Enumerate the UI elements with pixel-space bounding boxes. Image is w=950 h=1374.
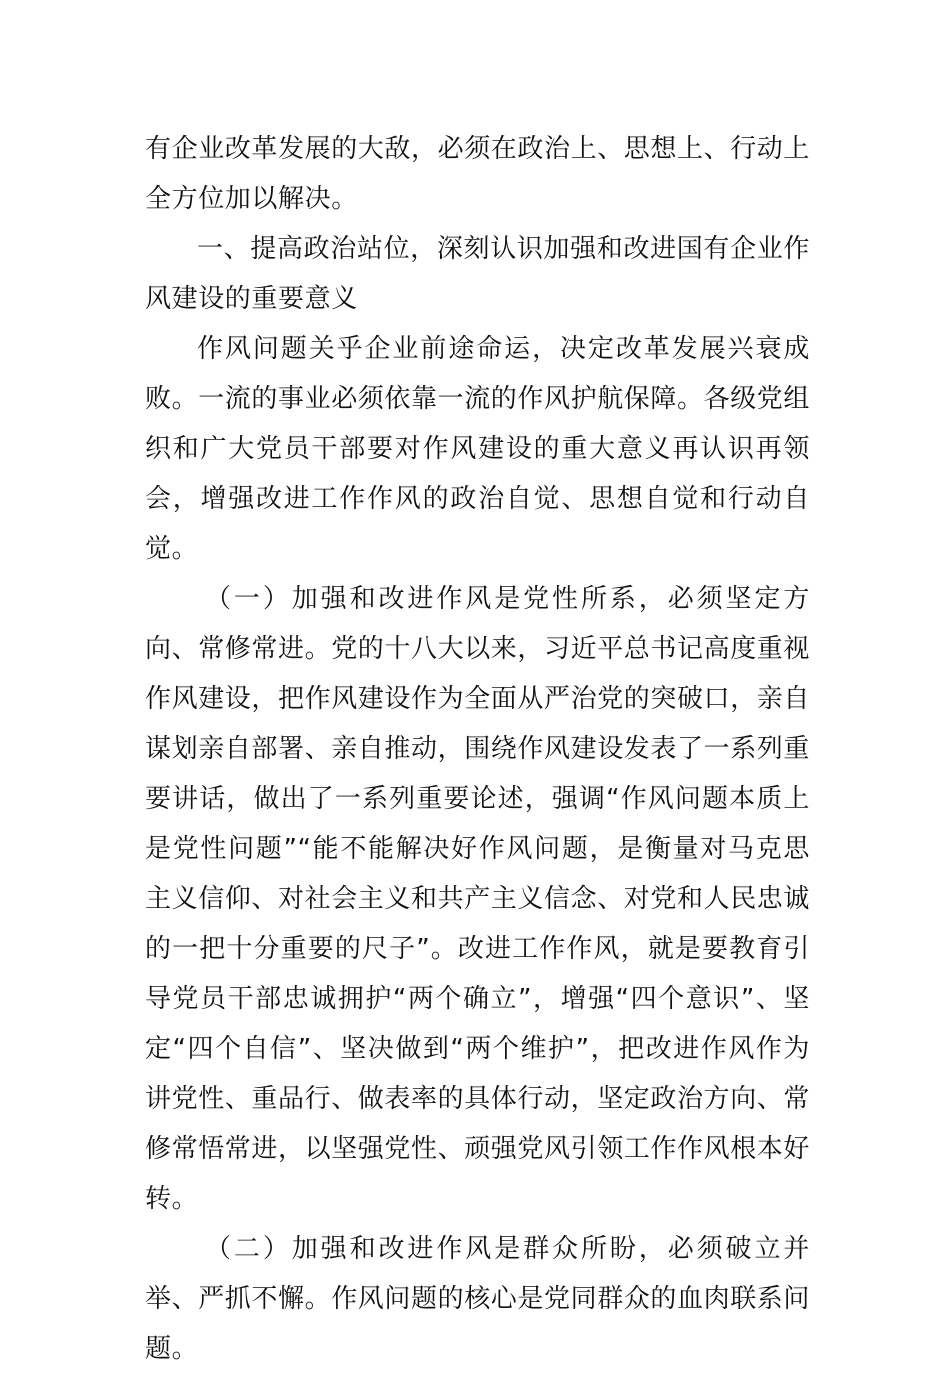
paragraph-subsection-2: （二）加强和改进作风是群众所盼，必须破立并举、严抓不懈。作风问题的核心是党同群众的血肉联系问题。	[145, 1234, 811, 1364]
document-body	[145, 124, 810, 1374]
section-heading: 一、提高政治站位，深刻认识加强和改进国有企业作风建设的重要意义	[145, 234, 810, 314]
paragraph-subsection-1: （一）加强和改进作风是党性所系，必须坚定方向、常修常进。党的十八大以来，习近平总书记高度重视作风建设，把作风建设作为全面从严治党的突破口，亲自谋划亲自部署、亲自推动，围绕作风建设发表了一系列重要讲话，做出了一系列重要论述，强调“作风问题本质上是党性问题”“能不能解决好作风问题，是衡量对马克思主义信仰、对社会主义和共产主义信念、对党和人民忠诚的一把十分重要的尺子”。改进工作作风，就是要教育引导党员干部忠诚拥护“两个确立”，增强“四个意识”、坚定“四个自信”、坚决做到“两个维护”，把改进作风作为讲党性、重品行、做表率的具体行动，坚定政治方向、常修常悟常进，以坚强党性、顽强党风引领工作作风根本好转。	[145, 584, 811, 1214]
paragraph-continuation: 有企业改革发展的大敌，必须在政治上、思想上、行动上全方位加以解决。	[145, 134, 811, 214]
paragraph: 作风问题关乎企业前途命运，决定改革发展兴衰成败。一流的事业必须依靠一流的作风护航保障。各级党组织和广大党员干部要对作风建设的重大意义再认识再领会，增强改进工作作风的政治自觉、思想自觉和行动自觉。	[145, 334, 811, 564]
